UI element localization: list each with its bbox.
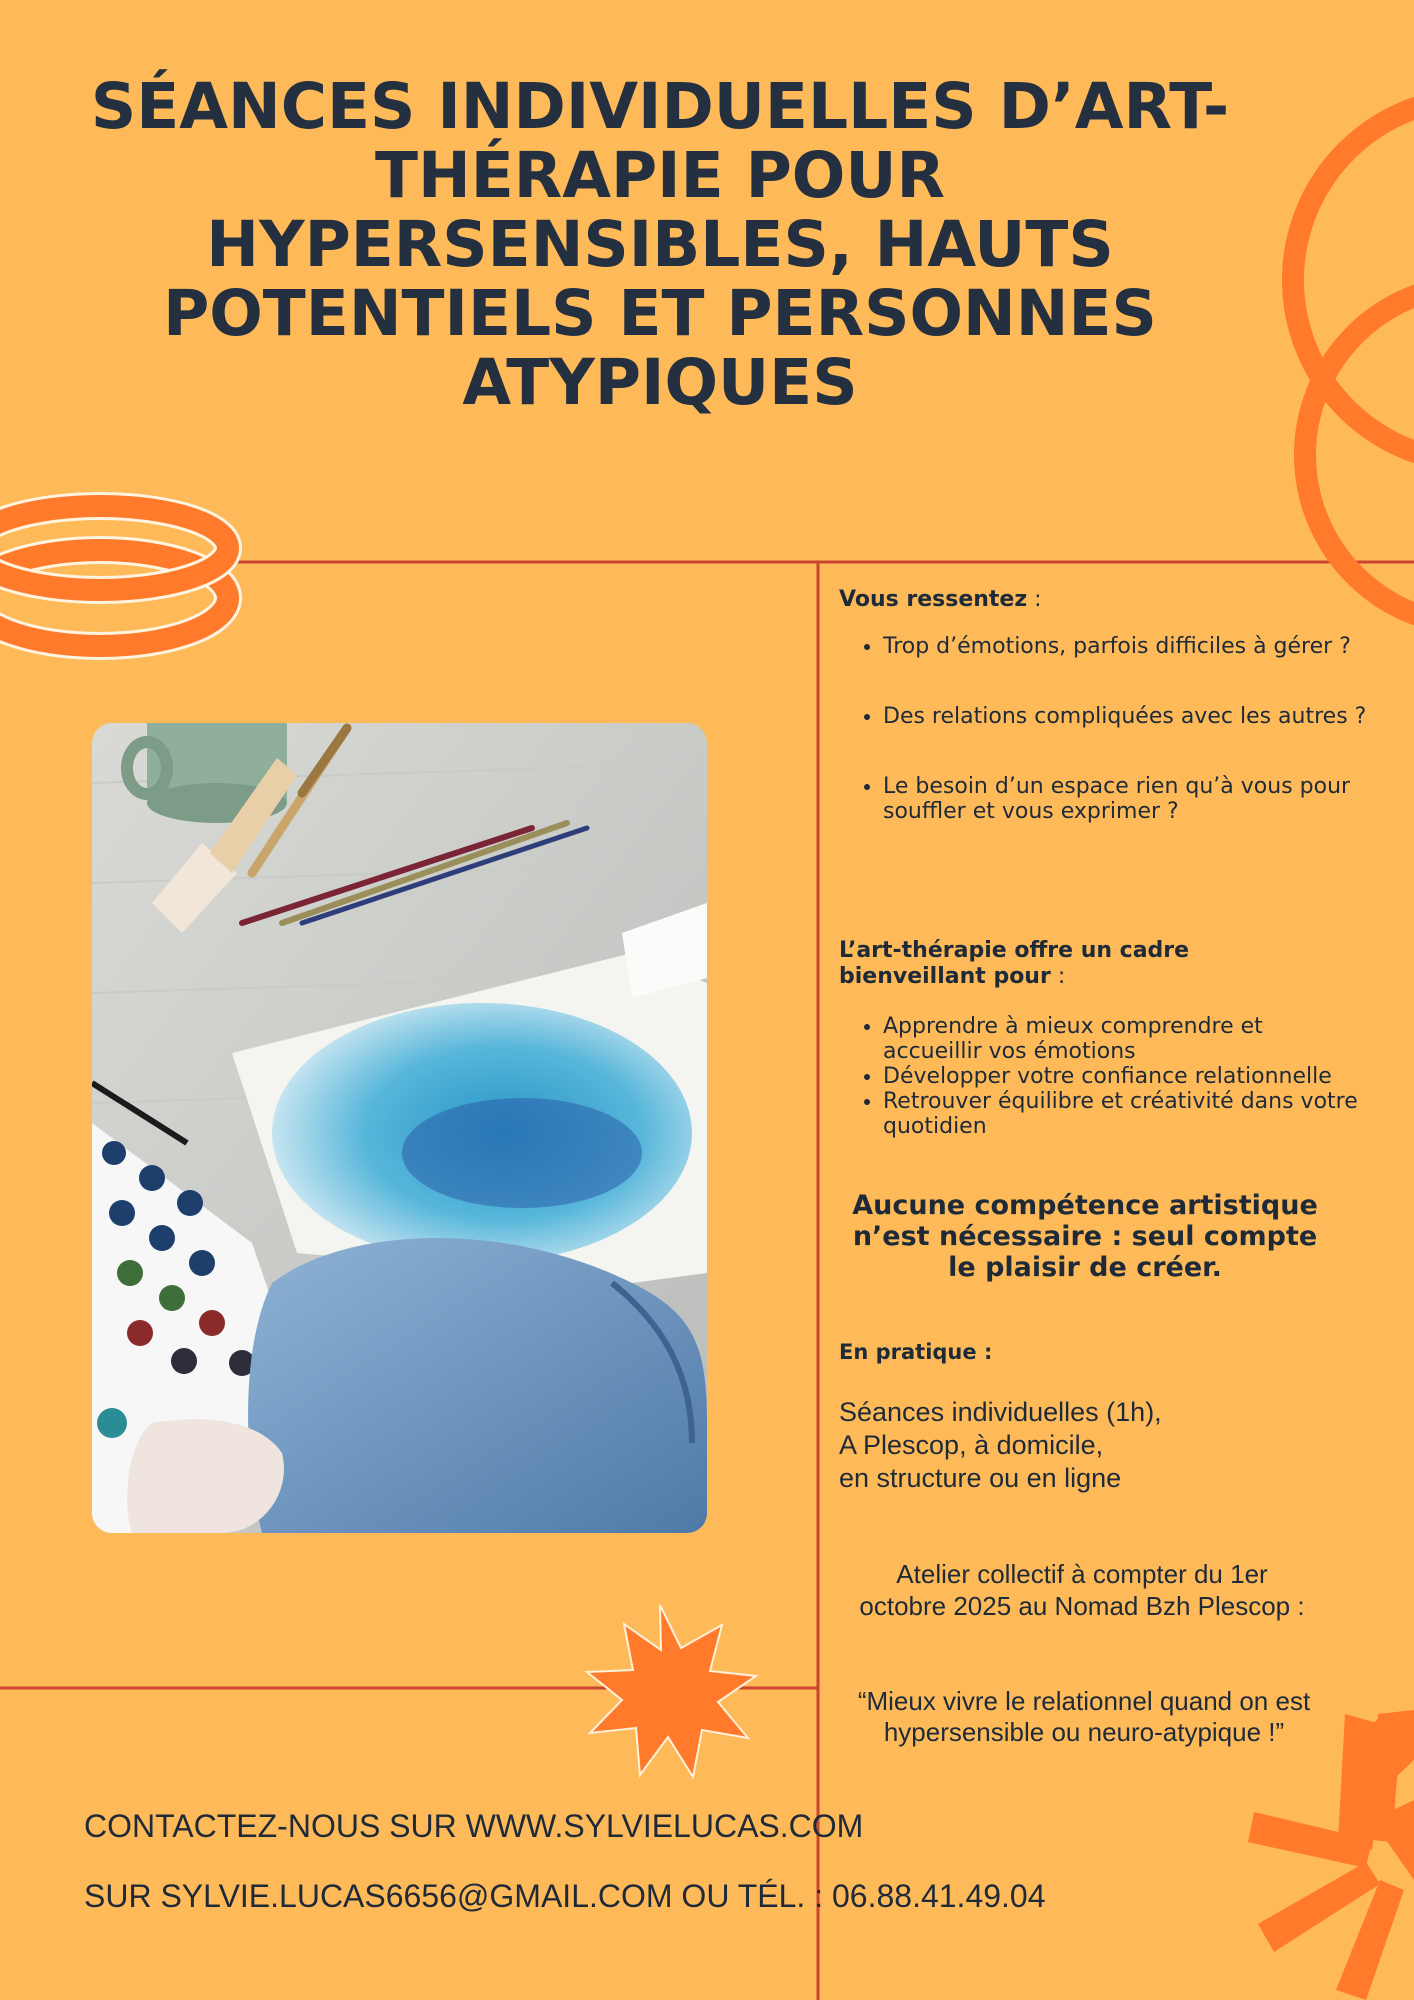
ressentez-section	[839, 587, 1359, 613]
offre-heading-suffix: :	[1050, 964, 1066, 989]
offre-list	[839, 1014, 1363, 1139]
list-item: • Apprendre à mieux comprendre et accueillir vos émotions	[883, 1014, 1363, 1064]
ressentez-list-2	[839, 704, 1373, 729]
ressentez-heading	[839, 587, 1359, 613]
list-item: • Développer votre confiance relationnelle	[883, 1064, 1363, 1089]
starburst-decoration	[587, 1605, 756, 1777]
offre-section	[839, 938, 1259, 990]
pratique-line: Séances individuelles (1h),	[839, 1397, 1162, 1427]
list-item: • Retrouver équilibre et créativité dans votre quotidien	[883, 1089, 1363, 1139]
art-supplies-photo	[92, 723, 707, 1533]
ressentez-list	[839, 634, 1373, 659]
atelier-quote: “Mieux vivre le relationnel quand on est hypersensible ou neuro-atypique !”	[857, 1686, 1311, 1747]
pratique-details	[839, 1396, 1359, 1495]
ressentez-list-3	[839, 774, 1393, 824]
atelier-text: Atelier collectif à compter du 1er octobre 2025 au Nomad Bzh Plescop :	[859, 1559, 1305, 1621]
contact-email-phone: SUR SYLVIE.LUCAS6656@GMAIL.COM OU TÉL. : 06.88.41.49.04	[84, 1878, 1046, 1914]
pratique-line: en structure ou en ligne	[839, 1463, 1122, 1493]
offre-heading	[839, 938, 1259, 990]
ressentez-heading-text: Vous ressentez	[839, 587, 1028, 612]
list-item: • Le besoin d’un espace rien qu’à vous pour souffler et vous exprimer ?	[883, 774, 1393, 824]
offre-heading-text: L’art-thérapie offre un cadre bienveillant pour	[839, 938, 1190, 989]
callout-text: Aucune compétence artistique n’est nécessaire : seul compte le plaisir de créer.	[852, 1190, 1318, 1283]
circles-decoration	[1293, 98, 1414, 625]
list-item: • Des relations compliquées avec les autres ?	[883, 704, 1373, 729]
pratique-label: En pratique :	[839, 1340, 993, 1364]
list-item: • Trop d’émotions, parfois difficiles à gérer ?	[883, 634, 1373, 659]
ressentez-heading-suffix: :	[1027, 587, 1042, 612]
page-title: SÉANCES INDIVIDUELLES D’ART-THÉRAPIE POUR HYPERSENSIBLES, HAUTS POTENTIELS ET PERSONNES ATYPIQUES	[90, 70, 1230, 419]
ring-spiral-decoration	[0, 506, 228, 646]
pratique-line: A Plescop, à domicile,	[839, 1430, 1104, 1460]
contact-website: CONTACTEZ-NOUS SUR WWW.SYLVIELUCAS.COM	[84, 1808, 864, 1844]
